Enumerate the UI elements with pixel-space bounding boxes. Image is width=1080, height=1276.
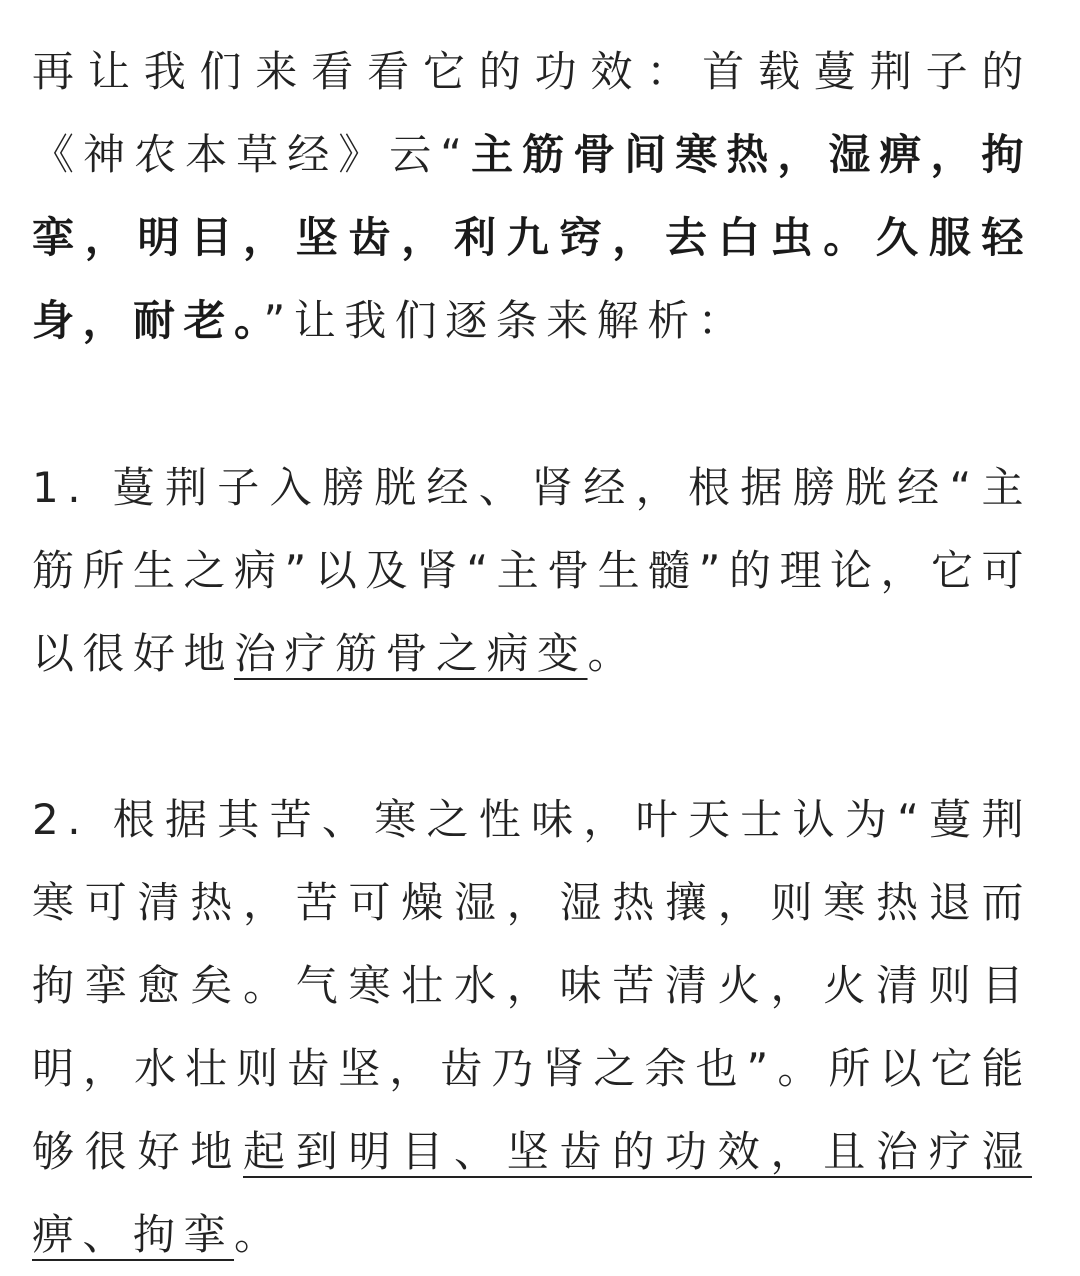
point-1-underlined-text: 治疗筋骨之病变 (234, 629, 588, 678)
intro-tail-text: ”让我们逐条来解析： (263, 296, 749, 345)
point-1-text: 1. 蔓荆子入膀胱经、肾经，根据膀胱经“主筋所生之病”以及肾“主骨生髓”的理论，它可以很好地 (32, 463, 1032, 678)
intro-paragraph (32, 30, 1032, 362)
point-2-text: 2. 根据其苦、寒之性味，叶天士认为“蔓荆寒可清热，苦可燥湿，湿热攘，则寒热退而拘挛愈矣。气寒壮水，味苦清火，火清则目明，水壮则齿坚，齿乃肾之余也”。所以它能够很好地 (32, 795, 1032, 1176)
intro-quote-bold: 主筋骨间寒热，湿痹，拘挛，明目，坚齿，利九窍，去白虫。久服轻身，耐老。 (32, 130, 1032, 345)
point-1-paragraph (32, 446, 1032, 695)
point-2-paragraph (32, 778, 1032, 1276)
point-2-end: 。 (234, 1210, 285, 1259)
point-1-end: 。 (587, 629, 639, 678)
intro-lead-text: 再让我们来看看它的功效：首载蔓荆子的《神农本草经》云“ (32, 47, 1032, 179)
point-2-underlined-text: 起到明目、坚齿的功效，且治疗湿痹、拘挛 (32, 1127, 1032, 1259)
